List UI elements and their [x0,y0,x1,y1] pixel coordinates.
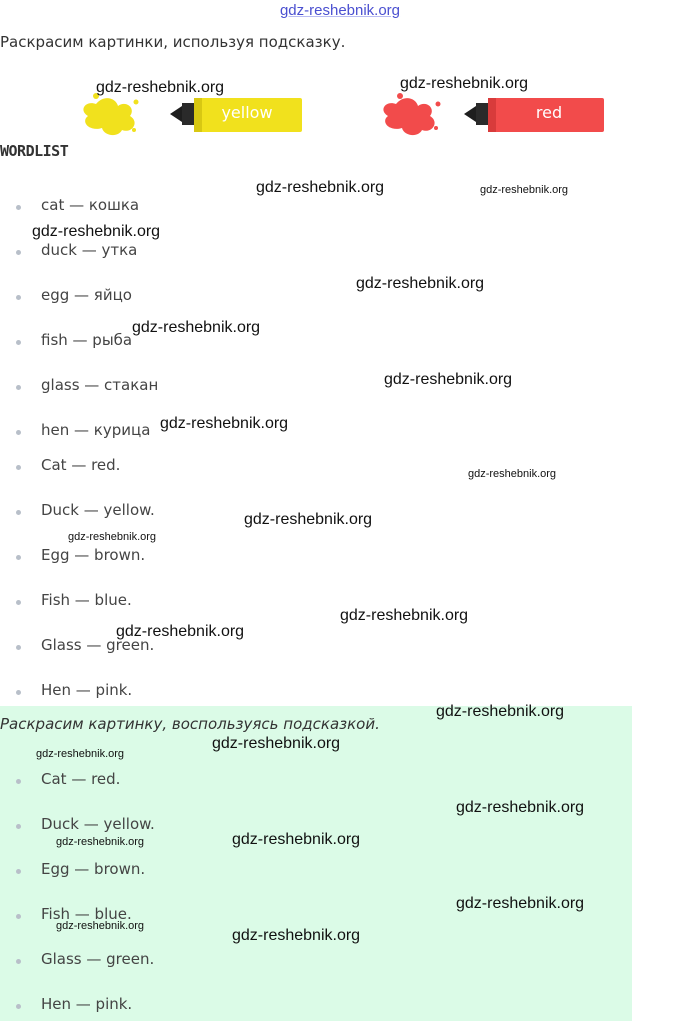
bullet-icon [16,690,21,695]
bullet-icon [16,779,21,784]
bullet-icon [16,465,21,470]
bullet-icon [16,205,21,210]
watermark: gdz-reshebnik.org [56,920,145,932]
site-link[interactable]: gdz-reshebnik.org [279,2,401,19]
watermark: gdz-reshebnik.org [160,415,289,432]
watermark: gdz-reshebnik.org [340,607,469,624]
watermark: gdz-reshebnik.org [384,371,513,388]
watermark: gdz-reshebnik.org [480,184,569,196]
bullet-icon [16,869,21,874]
watermark: gdz-reshebnik.org [356,275,485,292]
watermark: gdz-reshebnik.org [116,623,245,640]
watermark: gdz-reshebnik.org [232,831,361,848]
bullet-icon [16,250,21,255]
watermark: gdz-reshebnik.org [232,927,361,944]
bullet-icon [16,295,21,300]
answer-title: Раскрасим картинку, воспользуясь подсказкой. [0,715,380,733]
marker-yellow [74,92,304,136]
bullet-icon [16,555,21,560]
wordlist-title: WORDLIST [0,142,69,160]
watermark: gdz-reshebnik.org [256,179,385,196]
watermark: gdz-reshebnik.org [96,79,225,96]
watermark: gdz-reshebnik.org [436,703,565,720]
watermark: gdz-reshebnik.org [212,735,341,752]
bullet-icon [16,645,21,650]
marker-label-yellow: yellow [221,103,273,122]
bullet-icon [16,959,21,964]
watermark: gdz-reshebnik.org [468,468,557,480]
marker-label-red: red [535,103,563,122]
bullet-icon [16,914,21,919]
watermark: gdz-reshebnik.org [244,511,373,528]
watermark: gdz-reshebnik.org [456,895,585,912]
instruction-text: Раскрасим картинки, используя подсказку. [0,33,346,51]
bullet-icon [16,510,21,515]
watermark: gdz-reshebnik.org [132,319,261,336]
marker-red [374,92,606,136]
watermark: gdz-reshebnik.org [400,75,529,92]
watermark: gdz-reshebnik.org [56,836,145,848]
watermark: gdz-reshebnik.org [36,748,125,760]
bullet-icon [16,824,21,829]
bullet-icon [16,385,21,390]
watermark: gdz-reshebnik.org [456,799,585,816]
bullet-icon [16,600,21,605]
bullet-icon [16,340,21,345]
bullet-icon [16,1004,21,1009]
bullet-icon [16,430,21,435]
watermark: gdz-reshebnik.org [32,223,161,240]
watermark: gdz-reshebnik.org [68,531,157,543]
